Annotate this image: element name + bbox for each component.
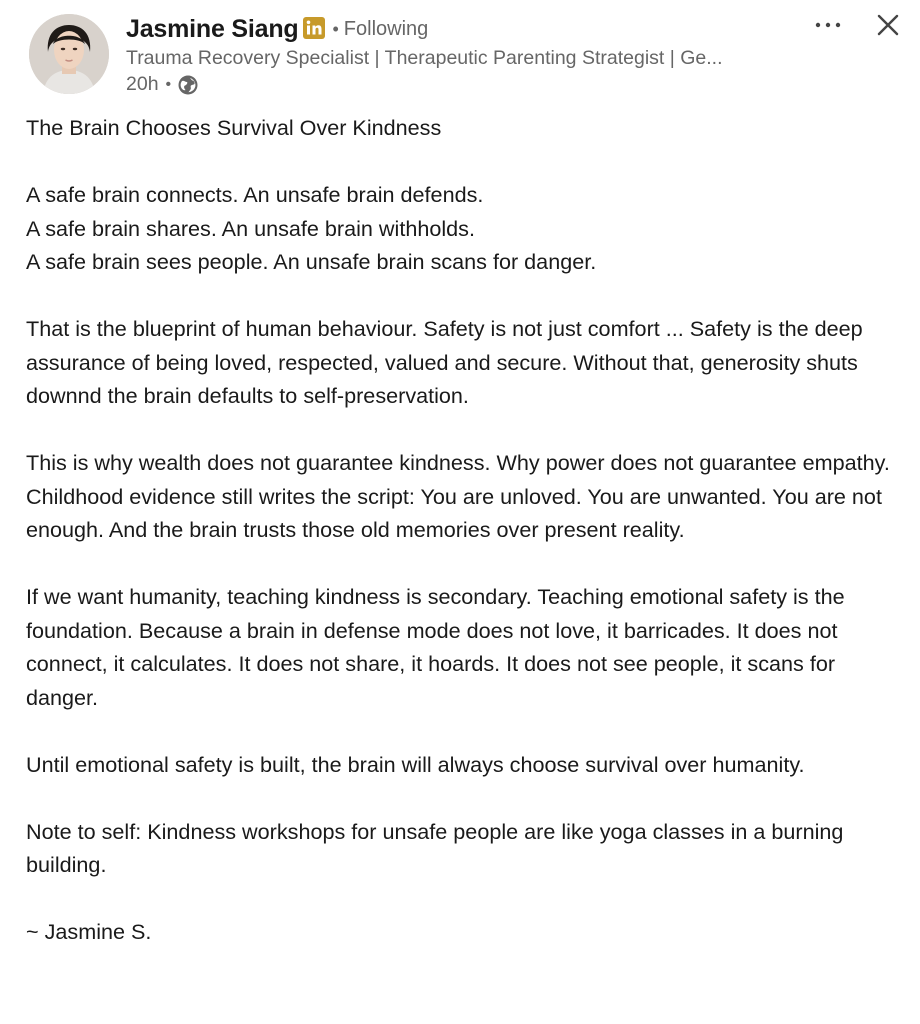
follow-status[interactable]: Following xyxy=(343,17,429,40)
post-time: 20h xyxy=(126,73,159,95)
linkedin-in-icon xyxy=(303,17,325,39)
avatar[interactable] xyxy=(29,14,109,94)
globe-icon xyxy=(177,74,199,96)
separator-dot: • xyxy=(165,75,172,93)
post-paragraph: This is why wealth does not guarantee kindness. Why power does not guarantee empathy. Childhood evidence still writes the script: You are unloved. You are unwanted. You are not enough. And the brain trusts those old memories over present reality. xyxy=(26,450,890,542)
author-name[interactable]: Jasmine Siang xyxy=(126,14,299,43)
post-paragraph: If we want humanity, teaching kindness is secondary. Teaching emotional safety is the foundation. Because a brain in defense mode does not love, it barricades. It does not connect, it calculates. It does not share, it hoards. It does not see people, it scans for danger. xyxy=(26,584,845,710)
post-header xyxy=(0,0,920,110)
post-paragraph: That is the blueprint of human behaviour. Safety is not just comfort ... Safety is the deep assurance of being loved, respected, valued and secure. Without that, generosity shuts downnd the brain defaults to self-preservation. xyxy=(26,316,863,408)
post-paragraph: Note to self: Kindness workshops for unsafe people are like yoga classes in a burning building. xyxy=(26,818,844,877)
post-title: The Brain Chooses Survival Over Kindness xyxy=(26,115,442,140)
author-block xyxy=(126,12,806,98)
post-signature: ~ Jasmine S. xyxy=(26,919,152,944)
close-icon[interactable] xyxy=(874,11,902,39)
post-body xyxy=(26,111,906,982)
separator-dot: • xyxy=(332,18,339,39)
author-name-row xyxy=(126,12,806,46)
post-paragraph: Until emotional safety is built, the brain will always choose survival over humanity. xyxy=(26,751,805,777)
avatar-photo xyxy=(29,14,109,94)
ellipsis-icon[interactable] xyxy=(812,12,844,38)
post-paragraph: A safe brain connects. An unsafe brain defends. A safe brain shares. An unsafe brain withholds. A safe brain sees people. An unsafe brain scans for danger. xyxy=(26,182,597,274)
post-meta xyxy=(126,71,806,98)
author-headline: Trauma Recovery Specialist | Therapeutic Parenting Strategist | Ge... xyxy=(126,47,723,69)
